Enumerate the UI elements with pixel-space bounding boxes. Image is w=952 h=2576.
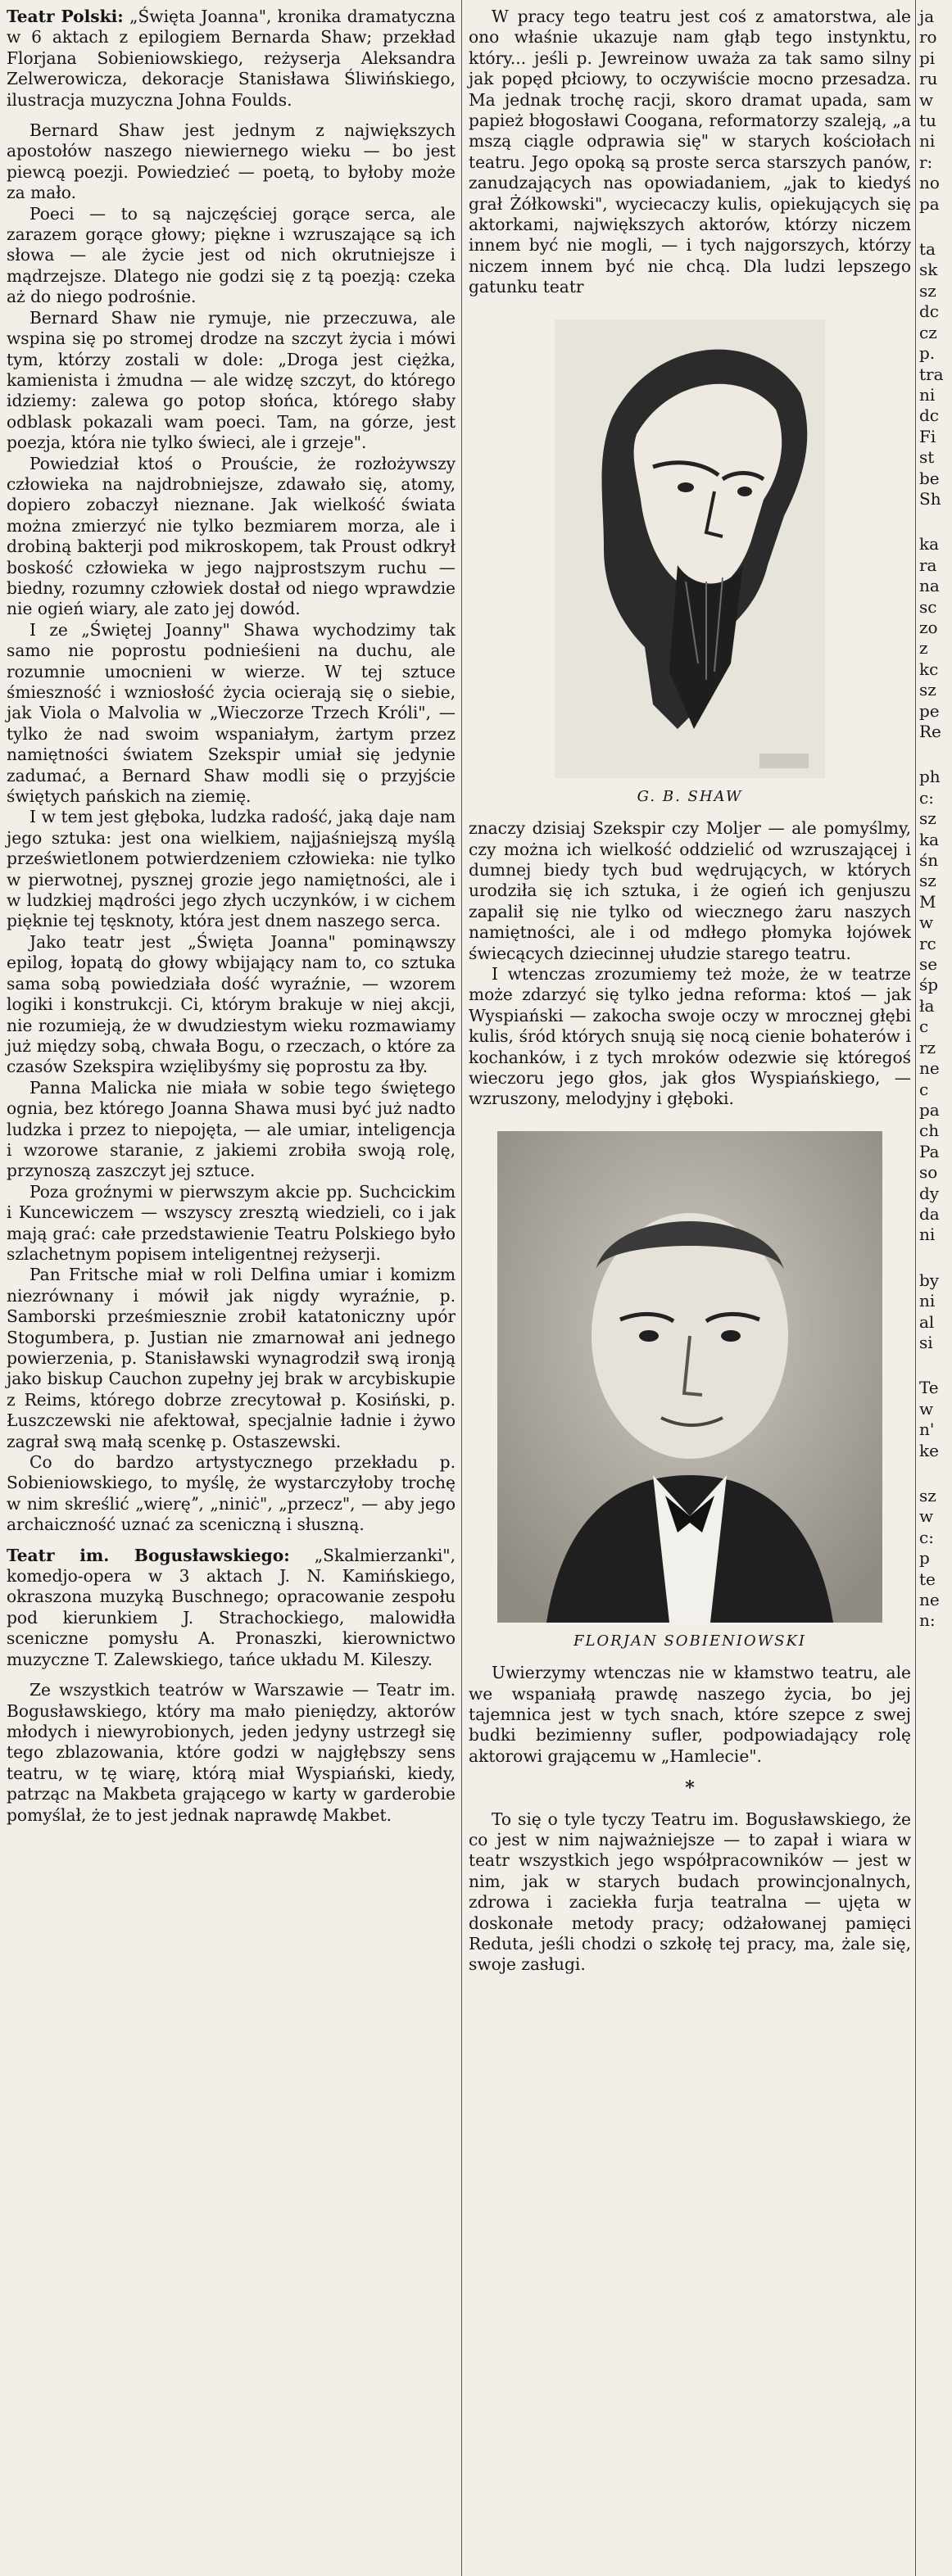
review-body-continued-4 [469, 1809, 911, 1976]
paragraph: I ze „Świętej Joanny" Shawa wychodzimy tak samo nie poprostu podnieśieni na duchu, ale rozumnie umocnieni w wierze. W tej sztuce śmieszność i wzniosłość życia ocierają się o siebie, jak Viola o Malvolia w „Wieczorze Trzech Króli", — tylko że nad swoim wspaniałym, żartym przez namiętności światem Szekspir umiał się jedynie zadumać, a Bernard Shaw modli się o przyjście świętych pańskich na ziemię. [7, 619, 456, 807]
paragraph: Bernard Shaw jest jednym z największych apostołów naszego niewiernego wieku — bo jest piewcą poezji. Powiedzieć — poetą, to byłoby może za mało. [7, 120, 456, 203]
fragment-group [919, 1270, 952, 1354]
cropped-text-fragment: rz [919, 1037, 936, 1057]
paragraph: W pracy tego teatru jest coś z amatorstwa, ale ono właśnie ukazuje nam głąb tego instynktu, który... jeśli p. Jewreinow uważa za tak samo silny jak popęd płciowy, to oczywiście mocno przesadza. Ma jednak trochę racji, skoro dramat upada, sam papież błogosławi Coogana, reformatorzy szaleją, „a mszą ciągle odprawia się" w starych kościołach teatru. Jego opoką są proste serca starszych panów, zanudzających nas opowiadaniem, „jak to kiedyś grał Żółkowski", wyciecaczy kulis, opiekujących się aktorkami, największych aktorów, którzy niczem innem być nie mogli, — i tych najgorszych, którzy niczem innem być nie chcą. Dla ludzi lepszego gatunku teatr [469, 7, 911, 297]
sobieniowski-portrait-photo [497, 1131, 882, 1623]
cropped-text-fragment: no [919, 173, 940, 193]
article-column-right-cropped [919, 7, 952, 1632]
cropped-text-fragment: c: [919, 1527, 934, 1547]
review-body-2 [7, 1680, 456, 1826]
cropped-text-fragment: st [919, 447, 935, 468]
cropped-text-fragment: da [919, 1203, 940, 1224]
theatre-name: Teatr Polski: [7, 7, 124, 26]
paragraph: Bernard Shaw nie rymuje, nie przeczuwa, ale wspina się po stromej drodze na szczyt życia i mówi tym, którzy zostali w dole: „Droga jest ciężka, kamienista i żmudna — ale widzę szczyt, do którego idziemy: zalewa go potop słońca, którego słaby odblask pokazali wam poeci. Tam, na górze, jest poezja, która nie tylko świeci, ale i grzeje". [7, 307, 456, 453]
sobieniowski-photo-figure [469, 1131, 911, 1651]
cropped-text-fragment: te [919, 1569, 936, 1589]
cropped-text-fragment: sz [919, 1486, 936, 1505]
paragraph: I w tem jest głęboka, ludzka radość, jaką daje nam jego sztuka: jest ona wielkiem, najjaśniejszą myślą prześwietlonem potwierdzeniem człowieka: nie tylko w pierwotnej, pysznej grozie jego namiętności, ale i w ludzkiej mądrości jego złych uczynków, i w cichem pięknie tej tęsknoty, która jest dnem naszego serca. [7, 807, 456, 931]
cropped-text-fragment: so [919, 1162, 938, 1183]
fragment-group [919, 1378, 952, 1461]
cropped-text-fragment: sz [919, 871, 936, 891]
paragraph: Powiedział ktoś o Prouście, że rozłożywszy człowieka na najdrobniejsze, zdawało się, atomy, dopiero zobaczył nieznane. Jak wielkość świata można zmierzyć nie tylko bezmiarem morza, ale i drobiną bakterji pod mikroskopem, tak Proust odkrył boskość człowieka w jego najprostszym ruchu — biedny, rozumny człowiek dostał od niego wprawdzie nie ogień wiary, ale zato jej dowód. [7, 453, 456, 619]
cropped-text-fragment: Sh [919, 488, 941, 509]
paragraph: Co do bardzo artystycznego przekładu p. Sobieniowskiego, to myślę, że wystarczyłoby trochę w nim skreślić „wieręˮ, „niniċ", „przecz", — aby jego archaiczność uznać za sceniczną i słuszną. [7, 1452, 456, 1535]
cropped-text-fragment: p. [919, 343, 936, 364]
cropped-text-fragment: w [919, 89, 934, 110]
cropped-text-fragment: r: [919, 152, 933, 172]
cropped-text-fragment: se [919, 954, 938, 975]
cropped-text-fragment: ni [919, 131, 936, 152]
paragraph: Pan Fritsche miał w roli Delfina umiar i komizm niezrównany i mówił jak nigdy wyraźnie, p. Samborski prześmiesznie zrobił katatoniczny upór Stogumbera, p. Justian nie zmarnował ani jednego powierzenia, p. Stanisławski wynagrodził swą ironją jako biskup Cauchon zupełny jej brak w arcybiskupie z Reims, którego dobrze zrecytował p. Kosiński, p. Łuszczewski nie afektował, specjalnie ładnie i żywo zagrał swą małą scenkę p. Ostaszewski. [7, 1265, 456, 1451]
cropped-text-fragment: dc [919, 405, 940, 426]
fragment-group [919, 534, 952, 742]
cropped-text-fragment: ra [919, 555, 937, 575]
cropped-text-fragment: w [919, 1398, 934, 1419]
paragraph: Poeci — to są najczęściej gorące serca, ale zarazem gorące głowy; piękne i wzruszające są ich słowa — ale życie jest od nich okrutniejsze i mądrzejsze. Dlatego nie godzi się z tą poezją: czeka aż do niego podrośnie. [7, 203, 456, 307]
cropped-text-fragment: tra [919, 364, 944, 384]
production-credits: „Święta Joanna", kronika dramatyczna w 6 aktach z epilogiem Bernarda Shaw; przekład Florjana Sobieniowskiego, reżyserja Aleksandra Zelwerowicza, dekoracje Stanisława Śliwińskiego, ilustracja muzyczna Johna Foulds. [7, 7, 456, 110]
cropped-text-fragment: pe [919, 700, 940, 721]
fragment-group [919, 7, 952, 215]
cropped-text-fragment: ch [919, 1120, 940, 1141]
cropped-text-fragment: ph [919, 767, 941, 787]
cropped-text-fragment: sz [919, 280, 936, 301]
review-body-continued-3 [469, 1663, 911, 1767]
paragraph: znaczy dzisiaj Szekspir czy Moljer — ale pomyślmy, czy można ich wielkość oddzielić od wzruszającej i dumnej biedy tych bud wędrujących, w których urodziła się ich sztuka, i że ogień ich genjuszu zapalił się nie tylko od wiecznego żaru naszych namiętności, ale i od mdłego płomyka łojówek świecących dziecinnej ułudzie starego teatru. [469, 818, 911, 963]
cropped-text-fragment: dc [919, 301, 940, 322]
cropped-text-fragment: w [919, 1506, 934, 1527]
column-divider [461, 0, 462, 2576]
cropped-text-fragment: sk [919, 260, 938, 280]
cropped-text-fragment: si [919, 1332, 933, 1352]
cropped-text-fragment: Te [919, 1378, 939, 1398]
cropped-text-fragment: c: [919, 787, 934, 808]
cropped-text-fragment: pa [919, 193, 940, 214]
cropped-text-fragment: al [919, 1311, 935, 1332]
cropped-text-fragment: ni [919, 1291, 936, 1311]
theatre-name: Teatr im. Bogusławskiego: [7, 1545, 290, 1565]
cropped-text-fragment: n: [919, 1610, 936, 1631]
cropped-text-fragment: ła [919, 995, 935, 1016]
cropped-text-fragment: ke [919, 1440, 939, 1460]
cropped-text-fragment: ru [919, 69, 938, 89]
cropped-text-fragment: ka [919, 534, 940, 555]
shaw-caricature-image [555, 319, 825, 778]
cropped-text-fragment: ka [919, 829, 940, 849]
cropped-text-fragment: ne [919, 1058, 940, 1079]
cropped-text-fragment: pi [919, 48, 936, 68]
cropped-text-fragment: dy [919, 1183, 940, 1203]
cropped-text-fragment: kc [919, 659, 939, 679]
cropped-text-fragment: pa [919, 1099, 940, 1120]
cropped-text-fragment: M [919, 891, 936, 912]
figure-caption: FLORJAN SOBIENIOWSKI [573, 1632, 806, 1650]
fragment-group [919, 239, 952, 509]
cropped-text-fragment: cz [919, 322, 937, 342]
review-body-continued [469, 7, 911, 298]
cropped-text-fragment: by [919, 1270, 940, 1290]
cropped-text-fragment: ni [919, 1225, 936, 1245]
cropped-text-fragment: sc [919, 596, 937, 617]
cropped-text-fragment: rc [919, 933, 936, 953]
cropped-text-fragment: ta [919, 239, 936, 260]
paragraph: I wtenczas zrozumiemy też może, że w teatrze może zdarzyć się tylko jedna reforma: ktoś — jak Wyspiański — zakocha swoje oczy w mrocznej głębi kulis, śród których snują się nocą cienie bohaterów i kochanków, i z tych mroków odezwie się któregoś wieczoru jego głos, jak głos Wyspiańskiego, — wzruszony, melodyjny i głęboki. [469, 963, 911, 1109]
article-column-left [7, 7, 456, 1826]
cropped-text-fragment: ne [919, 1590, 940, 1610]
cropped-text-fragment: śp [919, 975, 939, 995]
cropped-text-fragment: sz [919, 808, 936, 829]
production-credits: „Skalmierzanki", komedjo-opera w 3 aktach J. N. Kamińskiego, okraszona muzyką Buschnego; opracowanie zespołu pod kierunkiem J. Strachockiego, malowidła sceniczne pomysłu A. Pronaszki, kierownictwo muzyczne T. Zalewskiego, tańce układu M. Kileszy. [7, 1545, 456, 1669]
cropped-text-fragment: śn [919, 850, 939, 871]
figure-caption: G. B. SHAW [637, 787, 743, 805]
paragraph: Jako teatr jest „Święta Joanna" pominąwszy epilog, łopatą do głowy wbijający nam to, co sztuka sama sobą powiedziała dość wyraźnie, — wzorem logiki i konstrukcji. Ci, którym brakuje w niej akcji, nie rozumieją, że w dwudziestym wieku rozmawiamy już między sobą, chwała Bogu, o rzeczach, o które za czasów Szekspira wzięlibyśmy się poprostu za łby. [7, 931, 456, 1077]
fragment-group [919, 1486, 952, 1632]
paragraph: To się o tyle tyczy Teatru im. Bogusławskiego, że co jest w nim najważniejsze — to zapał i wiara w teatr wszystkich jego współpracowników — jest w nim, jak w starych budach prowincjonalnych, zdrowa i zaciekła furja teatralna — ujęta w doskonałe metody pracy; odżałowanej pamięci Reduta, jeśli chodzi o szkołę tej pracy, ma, żale się, swoje zasługi. [469, 1809, 911, 1975]
cropped-text-fragment: ja [919, 7, 935, 26]
cropped-text-fragment: zo [919, 617, 938, 637]
cropped-text-fragment: tu [919, 111, 936, 131]
review-body [7, 120, 456, 1536]
paragraph: Ze wszystkich teatrów w Warszawie — Teatr im. Bogusławskiego, który ma mało pieniędzy, aktorów młodych i niewyrobionych, jeden jedyny ustrzegł się tego zblazowania, które godzi w najgłębszy sens teatru, w tę wiarę, którą miał Wyspiański, kiedy, patrząc na Makbeta grającego w karty w garderobie pomyślał, że to jest jednak naprawdę Makbet. [7, 1680, 456, 1825]
shaw-caricature-figure [469, 319, 911, 807]
review-body-continued-2 [469, 818, 911, 1110]
cropped-text-fragment: Pa [919, 1141, 940, 1161]
cropped-text-fragment: Fi [919, 426, 936, 446]
paragraph: Uwierzymy wtenczas nie w kłamstwo teatru, ale we wspaniałą prawdę naszego życia, bo jej tajemnica jest w tych snach, które szepce z swej budki bezimienny sufler, podpowiadający rolę aktorowi grającemu w „Hamlecie". [469, 1663, 911, 1766]
paragraph: Poza groźnymi w pierwszym akcie pp. Suchcickim i Kuncewiczem — wszyscy zresztą wiedzieli, co i jak mają grać: całe przedstawienie Teatru Polskiego było szlachetnym popisem inteligentnej reżyserji. [7, 1181, 456, 1264]
cropped-text-fragment: w [919, 912, 934, 933]
cropped-text-fragment: na [919, 576, 940, 596]
review-header-teatr-polski [7, 7, 456, 111]
paragraph: Panna Malicka nie miała w sobie tego świętego ognia, bez którego Joanna Shawa musi być już nadto ludzka i przez to niepojęta, — ale umiar, inteligencja i wzorowe staranie, z jakiemi zrobiła swoją rolę, przynoszą zaszczyt jej sztuce. [7, 1077, 456, 1181]
review-header-teatr-boguslawskiego [7, 1546, 456, 1670]
column-divider [915, 0, 916, 2576]
cropped-text-fragment: Re [919, 722, 941, 741]
cropped-text-fragment: sz [919, 680, 936, 700]
section-separator-star: * [685, 1777, 695, 1800]
cropped-text-fragment: z [919, 638, 928, 659]
fragment-group [919, 767, 952, 1245]
cropped-text-fragment: p [919, 1548, 930, 1569]
cropped-text-fragment: ni [919, 384, 936, 405]
article-column-middle [469, 7, 911, 1976]
cropped-text-fragment: ro [919, 27, 937, 48]
cropped-text-fragment: c [919, 1016, 929, 1037]
cropped-text-fragment: c [919, 1079, 929, 1099]
cropped-text-fragment: be [919, 468, 940, 488]
cropped-text-fragment: n' [919, 1419, 935, 1440]
